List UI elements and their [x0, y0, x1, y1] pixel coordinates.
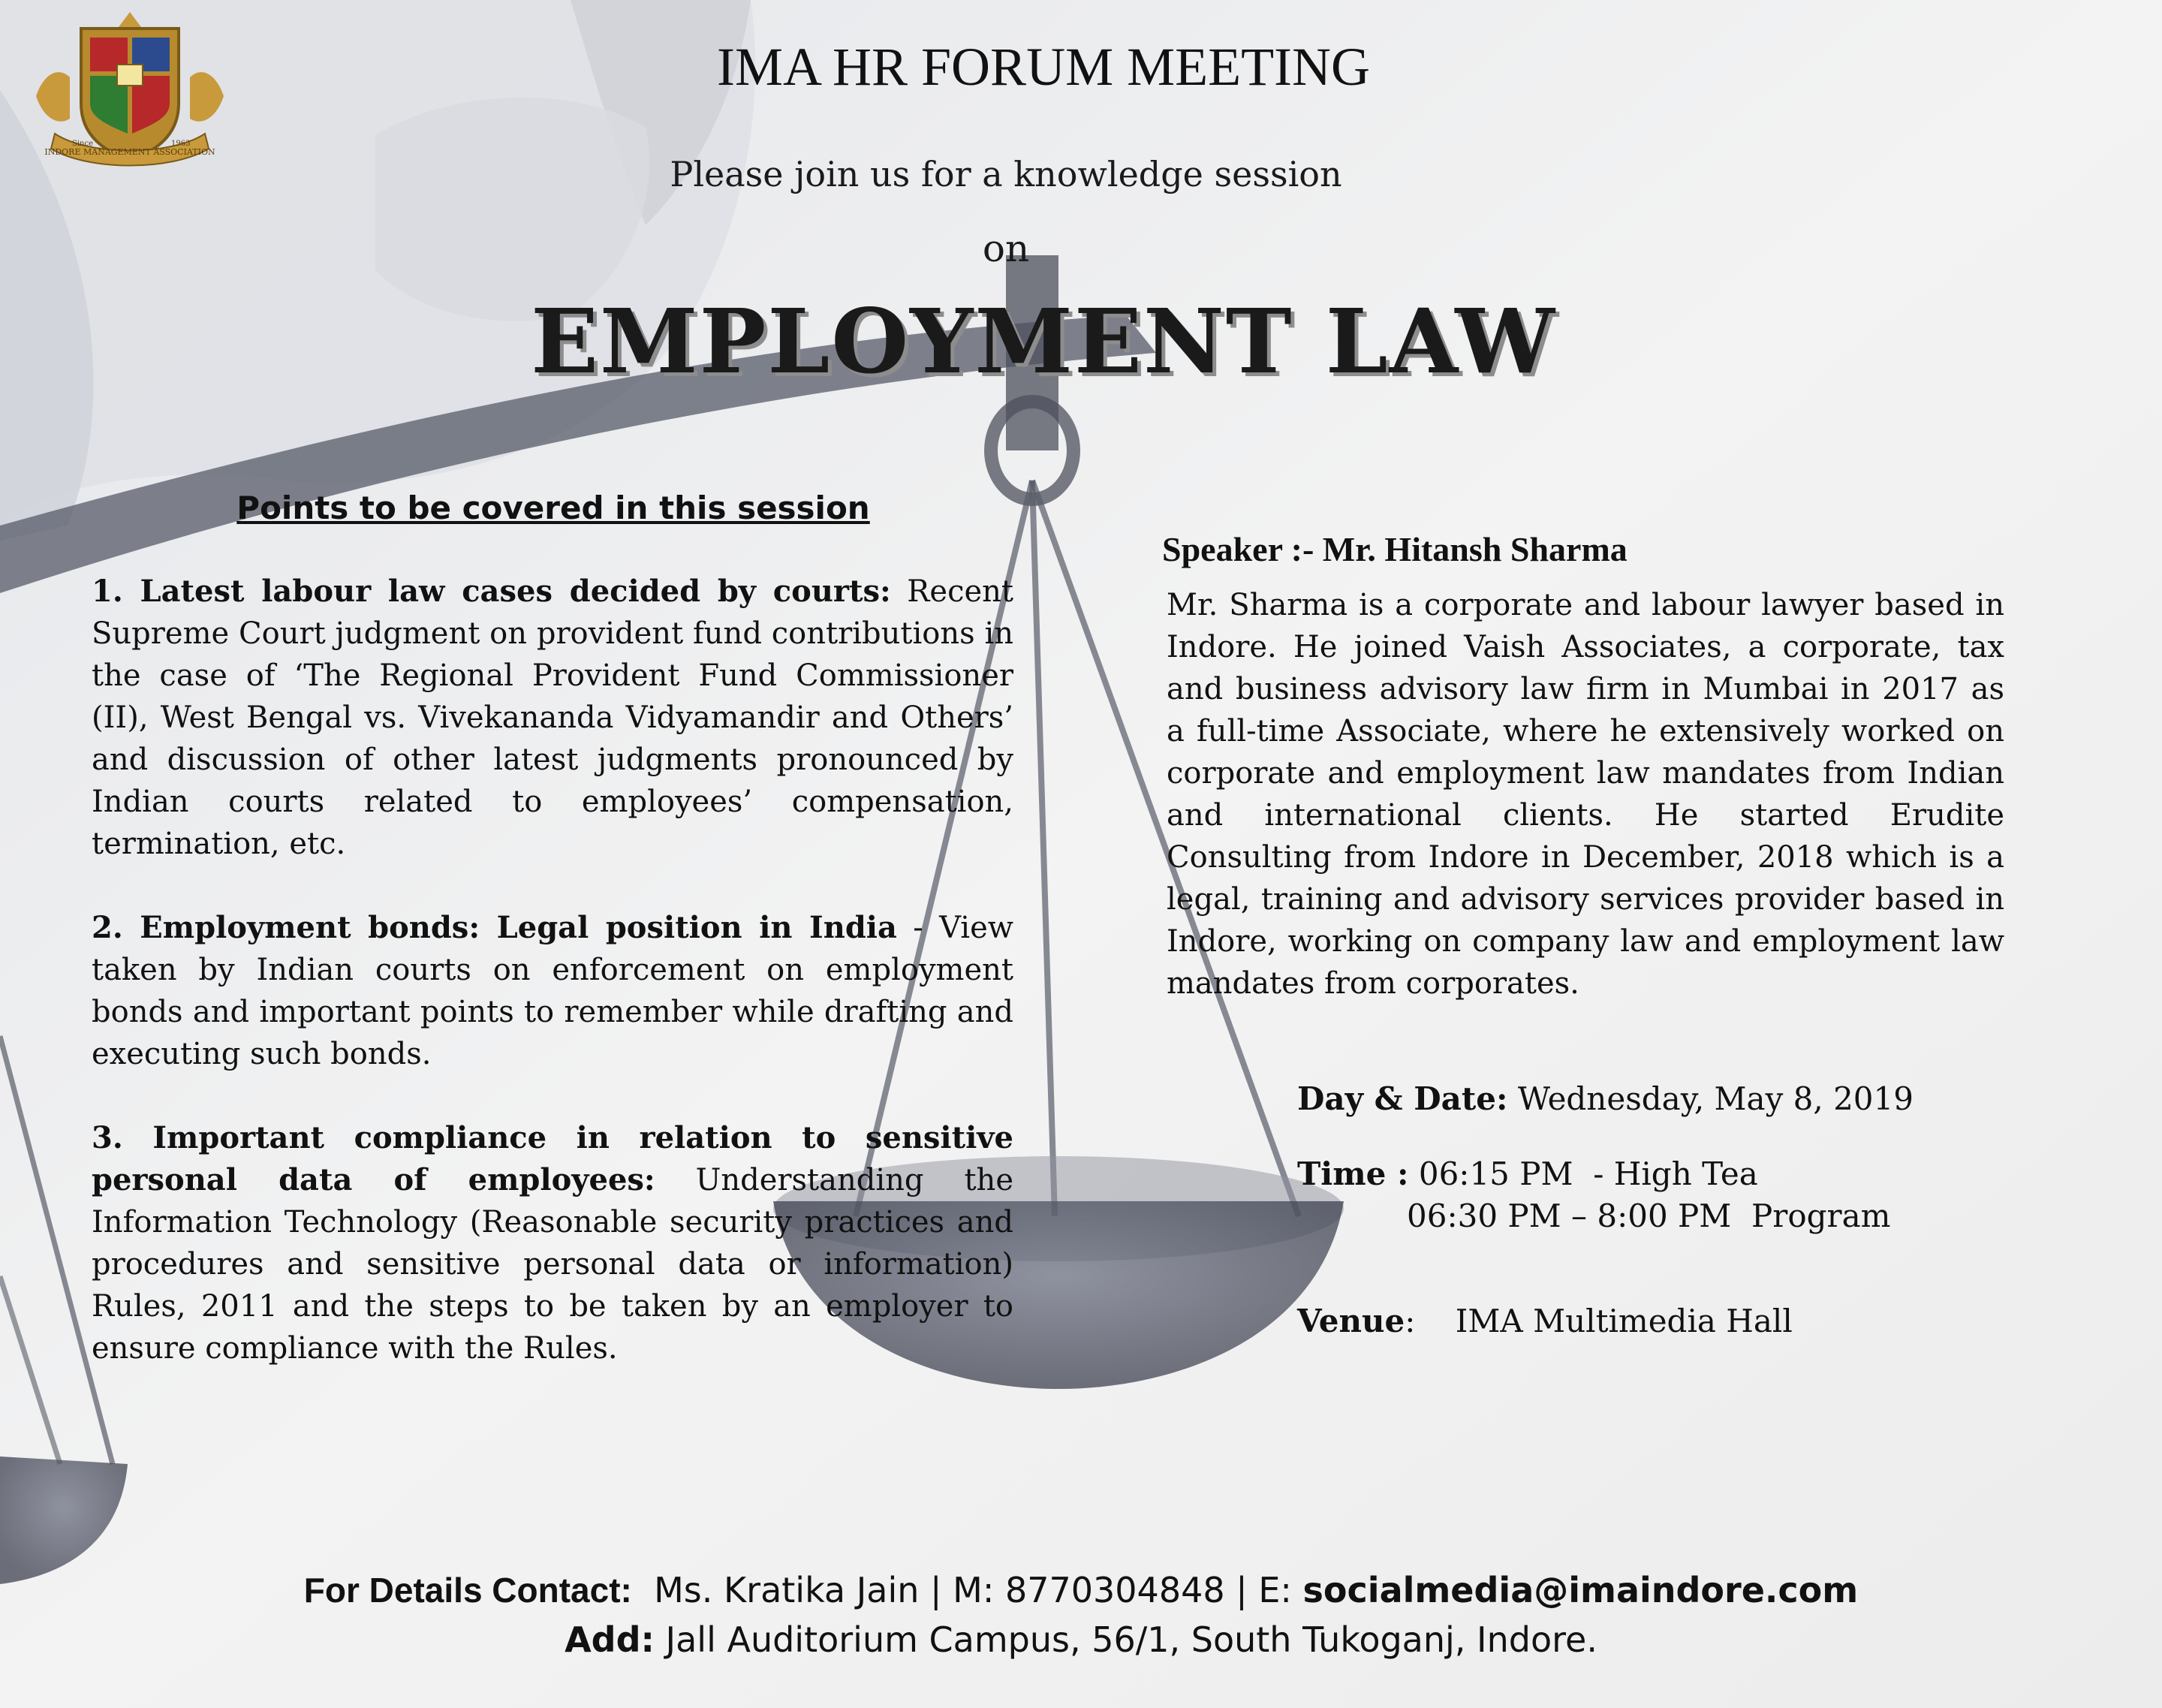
point-title: 3. Important compliance in relation to sensitive personal data of employees:: [92, 1120, 1013, 1197]
date-row: [1297, 1078, 1914, 1120]
time-value-2: 06:30 PM – 8:00 PM Program: [1407, 1197, 1891, 1234]
contact-person: Ms. Kratika Jain | M: 8770304848 | E:: [631, 1570, 1303, 1610]
contact-block: [0, 1565, 2162, 1664]
points-list: [92, 571, 1013, 1411]
point-body: Understanding the Information Technology (Reasonable security practices and procedures and sensitive personal data or information) Rules, 2011 and the steps to be taken by an employer to ensure compliance with the Rules.: [92, 1163, 1013, 1366]
venue-row: [1297, 1300, 1793, 1342]
point-item: [92, 1117, 1013, 1369]
logo-year: 1963: [171, 140, 191, 148]
time-value-1: 06:15 PM - High Tea: [1408, 1155, 1758, 1192]
point-body: Recent Supreme Court judgment on provident fund contributions in the case of ‘The Regional Provident Fund Commissioner (II), West Bengal vs. Vivekananda Vidyamandir and Others’ and discussion of other latest judgments pronounced by Indian courts related to employees’ compensation, termination, etc.: [92, 574, 1013, 861]
speaker-label: Speaker :- Mr. Hitansh Sharma: [1162, 530, 1628, 568]
logo-since: Since: [72, 140, 94, 148]
address-value: Jall Auditorium Campus, 56/1, South Tukoganj, Indore.: [654, 1619, 1597, 1660]
point-body: - View taken by Indian courts on enforcement on employment bonds and important points to remember while drafting and executing such bonds.: [92, 911, 1013, 1071]
time-row: [1297, 1153, 1758, 1195]
address-label: Add:: [565, 1619, 655, 1660]
points-heading: Points to be covered in this session: [236, 490, 870, 526]
point-item: [92, 907, 1013, 1075]
point-title: 1. Latest labour law cases decided by courts:: [92, 574, 891, 609]
time-label: Time :: [1297, 1155, 1409, 1192]
date-label: Day & Date:: [1297, 1080, 1508, 1117]
point-item: [92, 571, 1013, 865]
time-row-2: [1407, 1195, 1890, 1237]
venue-value: : IMA Multimedia Hall: [1405, 1303, 1793, 1339]
venue-label: Venue: [1297, 1303, 1405, 1339]
contact-line: [0, 1565, 2162, 1615]
on-word: on: [982, 227, 1030, 270]
main-title: EMPLOYMENT LAW: [531, 289, 1556, 393]
invite-line: Please join us for a knowledge session: [670, 154, 1342, 194]
logo-text: INDORE MANAGEMENT ASSOCIATION: [44, 147, 215, 157]
point-title: 2. Employment bonds: Legal position in India: [92, 910, 897, 945]
speaker-bio: Mr. Sharma is a corporate and labour lawyer based in Indore. He joined Vaish Associates, a corporate, tax and business advisory law firm in Mumbai in 2017 as a full-time Associate, where he extensively worked on corporate and employment law mandates from Indian and international clients. He started Erudite Consulting from Indore in December, 2018 which is a legal, training and advisory services provider based in Indore, working on company law and employment law mandates from corporates.: [1167, 588, 2004, 1001]
forum-title: IMA HR FORUM MEETING: [716, 37, 1371, 97]
address-line: [0, 1615, 2162, 1664]
date-value: Wednesday, May 8, 2019: [1507, 1080, 1914, 1117]
contact-email-link[interactable]: socialmedia@imaindore.com: [1302, 1570, 1859, 1610]
contact-label: For Details Contact:: [303, 1571, 632, 1610]
